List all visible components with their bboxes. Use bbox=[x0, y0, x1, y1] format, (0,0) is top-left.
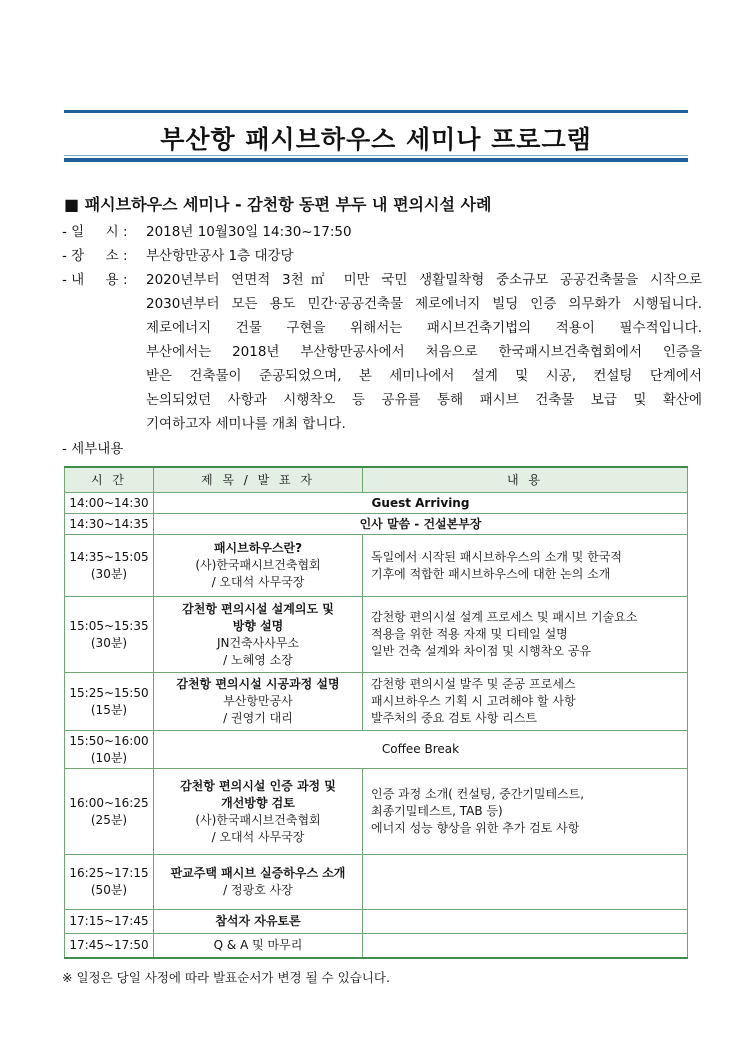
time-cell bbox=[65, 673, 154, 731]
place-label: - 장 소 : bbox=[62, 248, 132, 264]
title-bottom-thin-rule bbox=[64, 155, 688, 156]
time-cell bbox=[65, 855, 154, 910]
content-line: 받은 건축물이 준공되었으며, 본 세미나에서 설계 및 시공, 컨설팅 단계에서 bbox=[146, 368, 702, 384]
time-cell: 14:00~14:30 bbox=[65, 493, 154, 514]
time-range: 16:00~16:25 bbox=[69, 795, 149, 810]
content-line: 부산에서는 2018년 부산항만공사에서 처음으로 한국패시브건축협회에서 인증을 bbox=[146, 344, 702, 360]
session-org: JN건축사사무소 bbox=[216, 635, 300, 650]
duration: (50분) bbox=[90, 883, 128, 897]
table-row bbox=[65, 535, 688, 597]
desc-line: 인증 과정 소개( 컨설팅, 중간기밀테스트, bbox=[371, 787, 585, 801]
desc-line: 패시브하우스 기획 시 고려해야 할 사항 bbox=[371, 694, 576, 708]
content-label: - 내 용 : bbox=[62, 272, 132, 288]
desc-cell bbox=[363, 855, 688, 910]
session-title-line2: 방향 설명 bbox=[232, 618, 284, 633]
session-title: 판교주택 패시브 실증하우스 소개 bbox=[170, 866, 346, 880]
time-cell: 14:30~14:35 bbox=[65, 514, 154, 535]
date-value: 2018년 10월30일 14:30~17:50 bbox=[146, 224, 352, 240]
header-title-speaker: 제 목 / 발 표 자 bbox=[154, 467, 363, 493]
title-bottom-rule bbox=[64, 158, 688, 162]
table-row bbox=[65, 673, 688, 731]
table-row bbox=[65, 731, 688, 769]
session-title: 감천항 편의시설 시공과정 설명 bbox=[176, 677, 340, 691]
title-speaker-cell bbox=[154, 597, 363, 673]
schedule-table bbox=[64, 466, 688, 959]
duration: (15분) bbox=[90, 702, 128, 717]
time-range: 16:25~17:15 bbox=[69, 866, 149, 880]
title-speaker-cell bbox=[154, 673, 363, 731]
time-cell bbox=[65, 731, 154, 769]
table-row bbox=[65, 934, 688, 958]
span-cell: Coffee Break bbox=[154, 731, 688, 769]
content-line: 기여하고자 세미나를 개최 합니다. bbox=[146, 416, 346, 432]
header-time: 시 간 bbox=[65, 467, 154, 493]
title-speaker-cell bbox=[154, 769, 363, 855]
session-org: (사)한국패시브건축협회 bbox=[195, 558, 321, 572]
time-range: 15:50~16:00 bbox=[69, 733, 149, 748]
desc-cell bbox=[363, 769, 688, 855]
session-title-line2: 개선방향 검토 bbox=[221, 795, 295, 810]
duration: (30분) bbox=[90, 566, 128, 581]
time-cell bbox=[65, 535, 154, 597]
schedule-note: ※ 일정은 당일 사정에 따라 발표순서가 변경 될 수 있습니다. bbox=[62, 970, 390, 985]
desc-cell bbox=[363, 934, 688, 958]
desc-line: 독일에서 시작된 패시브하우스의 소개 및 한국적 bbox=[371, 549, 622, 564]
desc-line: 감천항 편의시설 발주 및 준공 프로세스 bbox=[371, 677, 576, 691]
title-speaker-cell: 참석자 자유토론 bbox=[154, 910, 363, 934]
table-row bbox=[65, 493, 688, 514]
content-line: 논의되었던 사항과 시행착오 등 공유를 통해 패시브 건축물 보급 및 확산에 bbox=[146, 392, 702, 408]
square-bullet-icon: ■ bbox=[64, 195, 80, 214]
session-title: 감천항 편의시설 인증 과정 및 bbox=[180, 778, 336, 793]
table-row bbox=[65, 910, 688, 934]
content-row bbox=[62, 268, 702, 436]
desc-cell bbox=[363, 673, 688, 731]
desc-cell bbox=[363, 910, 688, 934]
time-range: 14:35~15:05 bbox=[69, 549, 149, 564]
time-range: 15:25~15:50 bbox=[69, 685, 149, 700]
session-speaker: / 오대석 사무국장 bbox=[211, 575, 305, 589]
date-row bbox=[62, 220, 702, 244]
place-value: 부산항만공사 1층 대강당 bbox=[146, 248, 294, 264]
title-speaker-cell bbox=[154, 855, 363, 910]
table-row bbox=[65, 855, 688, 910]
table-row bbox=[65, 514, 688, 535]
title-band bbox=[64, 110, 688, 162]
title-speaker-cell: Q & A 및 마무리 bbox=[154, 934, 363, 958]
duration: (30분) bbox=[90, 635, 128, 650]
detail-label: - 세부내용 bbox=[62, 441, 124, 457]
header-content: 내 용 bbox=[363, 467, 688, 493]
title-speaker-cell bbox=[154, 535, 363, 597]
session-speaker: / 오대석 사무국장 bbox=[211, 829, 305, 844]
session-title: 패시브하우스란? bbox=[213, 541, 303, 555]
table-row bbox=[65, 597, 688, 673]
desc-line: 기후에 적합한 패시브하우스에 대한 논의 소개 bbox=[371, 566, 611, 581]
title-top-rule bbox=[64, 110, 688, 113]
date-label: - 일 시 : bbox=[62, 224, 132, 240]
time-range: 15:05~15:35 bbox=[69, 618, 149, 633]
event-info bbox=[62, 220, 702, 436]
time-cell bbox=[65, 597, 154, 673]
time-cell bbox=[65, 769, 154, 855]
session-speaker: / 권영기 대리 bbox=[223, 711, 293, 725]
content-line: 2020년부터 연면적 3천㎡ 미만 국민 생활밀착형 중소규모 공공건축물을 시작으로 bbox=[146, 272, 702, 288]
table-header-row bbox=[65, 467, 688, 493]
time-cell: 17:15~17:45 bbox=[65, 910, 154, 934]
content-line: 2030년부터 모든 용도 민간·공공건축물 제로에너지 빌딩 인증 의무화가 시행됩니다. bbox=[146, 296, 702, 312]
session-org: (사)한국패시브건축협회 bbox=[195, 812, 321, 827]
duration: (10분) bbox=[90, 750, 128, 765]
session-speaker: / 정광호 사장 bbox=[223, 883, 293, 897]
content-body bbox=[146, 268, 702, 436]
page-title: 부산항 패시브하우스 세미나 프로그램 bbox=[160, 125, 592, 154]
span-cell: 인사 말씀 - 건설본부장 bbox=[154, 514, 688, 535]
content-line: 제로에너지 건물 구현을 위해서는 패시브건축기법의 적용이 필수적입니다. bbox=[146, 320, 702, 336]
session-speaker: / 노혜영 소장 bbox=[223, 652, 293, 667]
span-cell: Guest Arriving bbox=[154, 493, 688, 514]
desc-line: 에너지 성능 향상을 위한 추가 검토 사항 bbox=[371, 821, 580, 835]
section-heading bbox=[64, 192, 491, 215]
desc-cell bbox=[363, 597, 688, 673]
time-cell: 17:45~17:50 bbox=[65, 934, 154, 958]
table-row bbox=[65, 769, 688, 855]
desc-cell bbox=[363, 535, 688, 597]
desc-line: 발주처의 중요 검토 사항 리스트 bbox=[371, 711, 537, 725]
place-row bbox=[62, 244, 702, 268]
session-org: 부산항만공사 bbox=[223, 694, 293, 708]
desc-line: 일반 건축 설계와 차이점 및 시행착오 공유 bbox=[371, 644, 591, 658]
desc-line: 최종기밀테스트, TAB 등) bbox=[371, 804, 503, 818]
desc-line: 적용을 위한 적용 자재 및 디테일 설명 bbox=[371, 627, 568, 641]
section-heading-text: 패시브하우스 세미나 - 감천항 동편 부두 내 편의시설 사례 bbox=[84, 195, 492, 214]
duration: (25분) bbox=[90, 812, 128, 827]
session-title: 감천항 편의시설 설계의도 및 bbox=[182, 601, 334, 616]
desc-line: 감천항 편의시설 설계 프로세스 및 패시브 기술요소 bbox=[371, 610, 638, 624]
